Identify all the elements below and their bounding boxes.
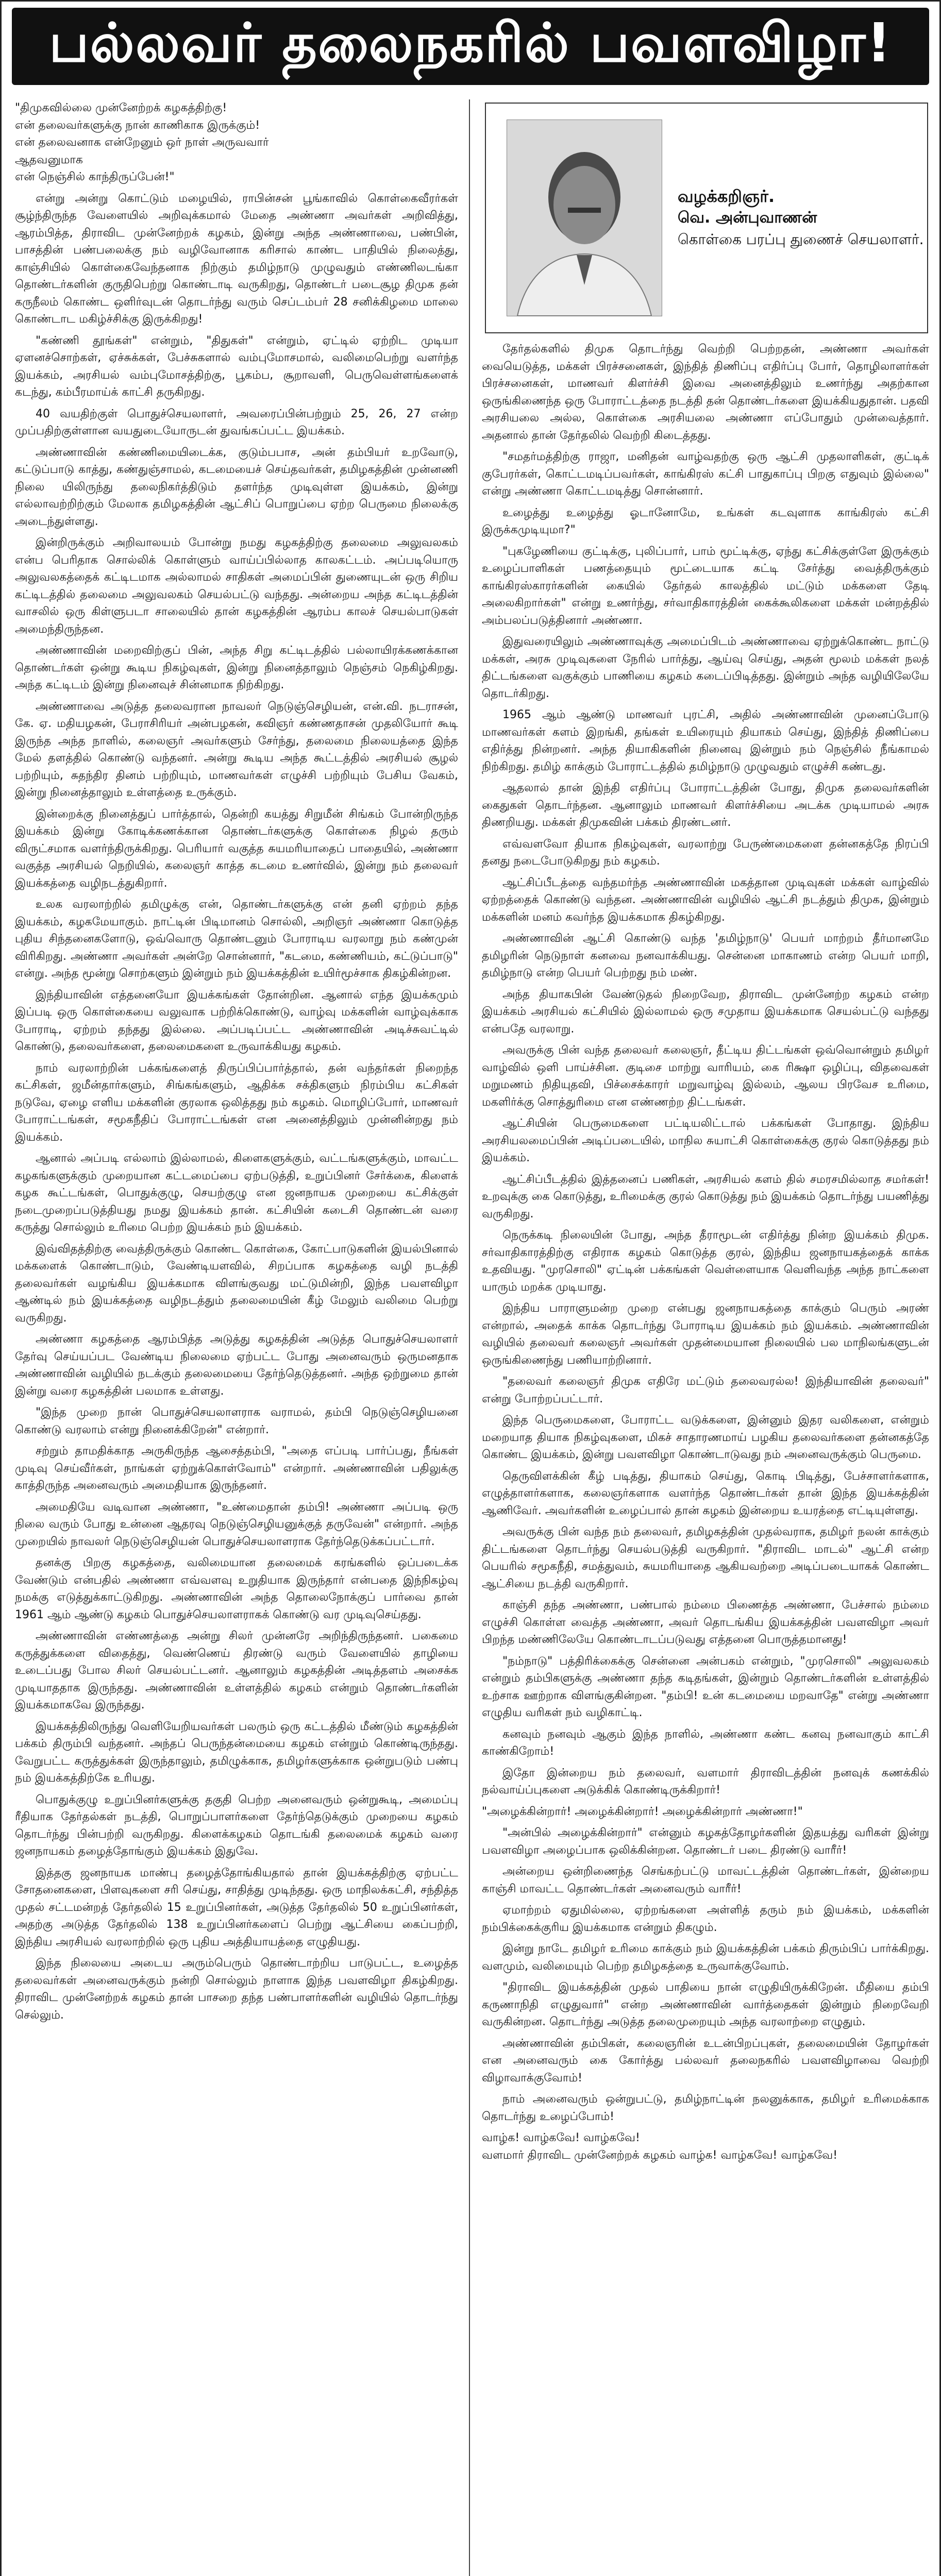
article-paragraph: அண்ணாவின் ஆட்சி கொண்டு வந்த 'தமிழ்நாடு' பெயர் மாற்றம் தீர்மானமே தமிழரின் நெடுநாள் கனவை நனவாக்கியது. சென்னை மாகாணம் என்ற பெயர் மாறி, தமிழ்நாடு என்ற பெயர் பெற்றது நம் மண்.	[482, 932, 929, 979]
article-paragraph: "நம்நாடு" பத்திரிக்கைக்கு சென்னை அன்பகம் என்றும், "முரசொலி" அலுவலகம் என்றும் தம்பிகளுக்கு அண்ணா தந்த கடிதங்கள், இன்றும் தொண்டர்களின் உள்ளத்தில் உற்சாக ஊற்றாக விளங்குகின்றன. "தம்பி! உன் கடமையை மறவாதே" என்று அண்ணா எழுதிய வரிகள் நம் வழிகாட்டி.	[482, 1654, 929, 1719]
article-paragraph: அவருக்கு பின் வந்த நம் தலைவர், தமிழகத்தின் முதல்வராக, தமிழர் நலன் காக்கும் திட்டங்களை தொடர்ந்து செயல்படுத்தி வருகிறார். "திராவிட மாடல்" ஆட்சி என்ற பெயரில் சமூகநீதி, சமத்துவம், சுயமரியாதை ஆகியவற்றை அடிப்படையாகக் கொண்ட ஆட்சியை நடத்தி வருகிறார்.	[482, 1526, 929, 1590]
article-paragraph: இன்றிருக்கும் அறிவாலயம் போன்று நமது கழகத்திற்கு தலைமை அலுவலகம் என்ப பெரிதாக சொல்லிக் கொள்ளும் வாய்ப்பில்லாத காலகட்டம். அப்படியொரு அலுவலகத்தைக் கட்டிடமாக அல்லாமல் சாதிகள் அமைப்பின் துணையுடன் ஒரு சிறிய கட்டிடத்தில் தலைமை அலுவலகம் செயல்பட்டு வந்தது. அன்றைய அந்த கட்டிடத்தின் வாசலில் ஒரு கிள்ளுபடா சாலையில் தான் கழகத்தின் ஆரம்ப காலச் செயல்பாடுகள் அமைந்திருந்தன.	[15, 536, 458, 636]
article-column-right	[482, 99, 929, 2576]
article-paragraph: நாம் அனைவரும் ஒன்றுபட்டு, தமிழ்நாட்டின் நலனுக்காக, தமிழர் உரிமைக்காக தொடர்ந்து உழைப்போம்!	[482, 2093, 929, 2123]
article-paragraph: உழைத்து உழைத்து ஓடானோமே, உங்கள் கடவுளாக காங்கிரஸ் கட்சி இருக்கமுடியுமா?"	[482, 506, 929, 536]
article-paragraph: ஆனால் அப்படி எல்லாம் இல்லாமல், கிளைகளுக்கும், வட்டங்களுக்கும், மாவட்ட கழகங்களுக்கும் முறையான கட்டமைப்பை ஏற்படுத்தி, உறுப்பினர் சேர்க்கை, கிளைக் கழக கூட்டங்கள், பொதுக்குழு, செயற்குழு என ஜனநாயக முறையை கட்சிக்குள் நடைமுறைப்படுத்தியது நமது இயக்கம் தான். கட்சியின் கடைசி தொண்டன் வரை கருத்து சொல்லும் உரிமை பெற்ற இயக்கம் நம் இயக்கம்.	[15, 1152, 458, 1234]
article-paragraph: எவ்வளவோ தியாக நிகழ்வுகள், வரலாற்று பேருண்மைகளை தன்னகத்தே நிரப்பி தனது நடைபோடுகிறது நம் கழகம்.	[482, 837, 929, 868]
article-paragraph: இதோ இன்றைய நம் தலைவர், வளமார் திராவிடத்தின் நனவுக் கணக்கில் நல்வாய்ப்புகளை அடுக்கிக் கொண்டிருக்கிறார்!	[482, 1766, 929, 1797]
article-paragraph: வாழ்க! வாழ்கவே! வாழ்கவே! வளமார் திராவிட முன்னேற்றக் கழகம் வாழ்க! வாழ்கவே! வாழ்கவே!	[482, 2131, 838, 2162]
article-paragraph: அண்ணா கழகத்தை ஆரம்பித்த அடுத்து கழகத்தின் அடுத்த பொதுச்செயலாளர் தேர்வு செய்யப்பட வேண்டிய நிலைமை ஏற்பட்ட போது அனைவரும் ஒருமனதாக அண்ணாவின் வழியில் நடக்கும் தலைமையை தேர்ந்தெடுத்தனர். அந்த ஒற்றுமை தான் இன்று வரை கழகத்தின் பலமாக உள்ளது.	[15, 1333, 458, 1398]
article-paragraph: இந்தியாவின் எத்தனையோ இயக்கங்கள் தோன்றின. ஆனால் எந்த இயக்கமும் இப்படி ஒரு கொள்கையை வலுவாக பற்றிக்கொண்டு, வாழ்வு மக்களின் வாழ்வுக்காக போராடி, ஏற்றம் தந்தது இல்லை. அப்படிப்பட்ட அண்ணாவின் அடிச்சுவட்டில் கொண்டு, தலைவர்களை, தலைமைகளை உருவாக்கியது கழகம்.	[15, 988, 458, 1053]
article-column-left	[15, 99, 458, 2576]
article-paragraph: "திமுகவில்லை முன்னேற்றக் கழகத்திற்கு! என் தலைவர்களுக்கு நான் காணிகாக இருக்கும்! என் தலைவனாக என்றேனும் ஒர் நாள் அருவவார் ஆதவனுமாக என் நெஞ்சில் காந்திருப்பேன்!"	[15, 101, 269, 183]
author-box	[485, 103, 928, 333]
article-paragraph: "சமதர்மத்திற்கு ராஜா, மனிதன் வாழ்வதற்கு ஒரு ஆட்சி முதலாளிகள், குட்டிக் குபேரர்கள், கொட்டமடிப்பவர்கள், காங்கிரஸ் கட்சி பாதுகாப்பு பிறகு எதுவும் இல்லை" என்று அண்ணா கொட்டமடித்து சொன்னார்.	[482, 450, 929, 498]
article-paragraph: இந்த பெருமைகளை, போராட்ட வடுக்களை, இன்னும் இதர வலிகளை, என்றும் மறையாத தியாக நிகழ்வுகளை, மிகச் சாதாரணமாய் பழகிய தலைவர்களை தன்னகத்தே கொண்ட இயக்கம், இன்று பவளவிழா கொண்டாடுவது நம் அனைவருக்கும் பெருமை.	[482, 1414, 929, 1461]
column-divider	[469, 99, 470, 2576]
article-paragraph: அண்ணாவை அடுத்த தலைவரான நாவலர் நெடுஞ்செழியன், என்.வி. நடராசன், கே. ஏ. மதியழகன், பேராசிரியர் அன்பழகன், கவிஞர் கண்ணதாசன் முதலியோர் கூடி இருந்த அந்த நாளில், கலைஞர் அவர்களும் சேர்ந்து, தலைமை நிலையத்தை இந்த மேல் தளத்தில் கொண்டு வந்தனர். அன்று கூடிய அந்த கூட்டத்தில் அரசியல் சூழல் பற்றியும், சுதந்திர தினம் பற்றியும், மாணவர்கள் எழுச்சி பற்றியும் பேசிய வேகம், இன்று நினைத்தாலும் உள்ளத்தை உருக்கும்.	[15, 700, 458, 799]
article-paragraph: அண்ணாவின் கண்ணிமையிடைக்க, குடும்பபாச, அன் தம்பியர் உறவோடு, கட்டுப்பாடு காத்து, கண்துஞ்சாமல், கடமையைச் செய்தவர்கள், தமிழகத்தின் முன்னணி நிலை யிலிருந்து தலைநிகர்த்திடும் தளர்ந்த முடிவுள்ள இயக்கம், இன்று எல்லாவற்றிற்கும் மேலாக தமிழகத்தின் ஆட்சிப் பொறுப்பை ஏற்ற பெருமை நிலைக்கு அடைந்துள்ளது.	[15, 446, 458, 528]
article-paragraph: அந்த தியாகபின் வேண்டுதல் நிறைவேற, திராவிட முன்னேற்ற கழகம் என்ற இயக்கம் அரசியல் கட்சியில் இல்லாமல் ஒரு சமுதாய இயக்கமாக செயல்பட்டு வந்தது என்பதே வரலாறு.	[482, 988, 929, 1036]
author-portrait-icon	[507, 120, 662, 316]
article-paragraph: "அழைக்கின்றார்! அழைக்கின்றார்! அழைக்கின்றார் அண்ணா!"	[482, 1805, 803, 1818]
article-paragraph: உலக வரலாற்றில் தமிழுக்கு என், தொண்டர்களுக்கு என் தனி ஏற்றம் தந்த இயக்கம், கழகமேயாகும். நாட்டின் பிடிமானம் சொல்லி, அறிஞர் அண்ணா கொடுத்த புதிய சிந்தனைகளோடு, ஒவ்வொரு தொண்டனும் போராடிய வரலாறு நம் கண்முன் விரிகிறது. அண்ணா அவர்கள் அன்றே சொன்னார், "கடமை, கண்ணியம், கட்டுப்பாடு" என்று. அந்த மூன்று சொற்களும் இன்றும் நம் இயக்கத்தின் உயிர்மூச்சாக திகழ்கின்றன.	[15, 898, 458, 980]
article-paragraph: இந்த நிலையை அடைய அரும்பெரும் தொண்டாற்றிய பாடுபட்ட, உழைத்த தலைவர்கள் அனைவருக்கும் நன்றி சொல்லும் நாளாக இந்த பவளவிழா திகழ்கிறது. திராவிட முன்னேற்றக் கழகம் தான் பாசறை தந்த பண்பாளர்களின் வழியில் தொடர்ந்து செல்லும்.	[15, 1957, 458, 2022]
author-photo	[507, 120, 662, 316]
article-paragraph: ஏமாற்றம் ஏதுமில்லை, ஏற்றங்களை அள்ளித் தரும் நம் இயக்கம், மக்களின் நம்பிக்கைக்குரிய இயக்கமாக என்றும் திகழும்.	[482, 1904, 929, 1934]
article-paragraph: ஆட்சியின் பெருமைகளை பட்டியலிட்டால் பக்கங்கள் போதாது. இந்திய அரசியலமைப்பின் அடிப்படையில், மாநில சுயாட்சி கொள்கைக்கு குரல் கொடுத்தது நம் இயக்கம்.	[482, 1117, 929, 1164]
article-paragraph: தெருவிளக்கின் கீழ் படித்து, தியாகம் செய்து, கொடி பிடித்து, பேச்சாளர்களாக, எழுத்தாளர்களாக, கலைஞர்களாக வளர்ந்த தொண்டர்கள் தான் இந்த இயக்கத்தின் ஆணிவேர். அவர்களின் உழைப்பால் தான் கழகம் இன்றைய உயரத்தை எட்டியுள்ளது.	[482, 1469, 929, 1517]
article-paragraph: தேர்தல்களில் திமுக தொடர்ந்து வெற்றி பெற்றதன், அண்ணா அவர்கள் வையெடுத்த, மக்கள் பிரச்சனைகள், இந்தித் திணிப்பு எதிர்ப்பு போர், தொழிலாளர்கள் பிரச்சனைகள், மாணவர் கிளர்ச்சி இவை அனைத்திலும் உணர்ந்து அதற்கான ஒருங்கிணைந்த ஒரு போராட்டத்தை நடத்தி தன் தொண்டர்களை இயக்கியதுதான். பதவி அரசியலை அல்ல, கொள்கை அரசியலை அண்ணா எப்போதும் முன்வைத்தார். அதனால் தான் தேர்தலில் வெற்றி கிடைத்தது.	[482, 343, 929, 442]
article-paragraph: "இந்த முறை நான் பொதுச்செயலாளராக வராமல், தம்பி நெடுஞ்செழியனை கொண்டு வரலாம் என்று நினைக்கிறேன்" என்றார்.	[15, 1406, 458, 1436]
article-paragraph: இயக்கத்திலிருந்து வெளியேறியவர்கள் பலரும் ஒரு கட்டத்தில் மீண்டும் கழகத்தின் பக்கம் திரும்பி வந்தனர். அந்தப் பெருந்தன்மையை கழகம் என்றும் கொண்டிருந்தது. வேறுபட்ட கருத்துக்கள் இருந்தாலும், தமிழுக்காக, தமிழர்களுக்காக ஒன்றுபடும் பண்பு நம் இயக்கத்திற்கே உரியது.	[15, 1720, 458, 1785]
article-paragraph: காஞ்சி தந்த அண்ணா, பண்பால் நம்மை பிணைத்த அண்ணா, பேச்சால் நம்மை எழுச்சி கொள்ள வைத்த அண்ணா, அவர் தொடங்கிய இயக்கத்தின் பவளவிழா அவர் பிறந்த மண்ணிலேயே கொண்டாடப்படுவது எத்தனை பொருத்தமானது!	[482, 1599, 929, 1646]
article-paragraph: ஆட்சிப்பீடத்தை வந்தமர்ந்த அண்ணாவின் மகத்தான முடிவுகள் மக்கள் வாழ்வில் ஏற்றத்தைக் கொண்டு வந்தன. அண்ணாவின் வழியில் ஆட்சி நடத்தும் திமுக, இன்றும் மக்களின் மனம் கவர்ந்த இயக்கமாக திகழ்கிறது.	[482, 876, 929, 924]
article-paragraph: அமைதியே வடிவான அண்ணா, "உண்மைதான் தம்பி! அண்ணா அப்படி ஒரு நிலை வரும் போது உன்னை ஆதரவு நெடுஞ்செழியனுக்குத் தருவேன்" என்றார். அந்த முறையில் நாவலர் நெடுஞ்செழியன் பொதுச்செயலாளராக தேர்ந்தெடுக்கப்பட்டார்.	[15, 1500, 458, 1548]
article-paragraph: அவருக்கு பின் வந்த தலைவர் கலைஞர், தீட்டிய திட்டங்கள் ஒவ்வொன்றும் தமிழர் வாழ்வில் ஒளி பாய்ச்சின. குடிசை மாற்று வாரியம், கை ரிக்ஷா ஒழிப்பு, விதவைகள் மறுமணம் நிதியுதவி, பிச்சைக்காரர் மறுவாழ்வு இல்லம், ஆலய பிரவேச உரிமை, மகளிர்க்கு சொத்துரிமை என எண்ணற்ற திட்டங்கள்.	[482, 1044, 929, 1109]
article-paragraph: அண்ணாவின் எண்ணத்தை அன்று சிலர் முன்னரே அறிந்திருந்தனர். பகைமை கருத்துக்களை விதைத்து, வெண்ணெய் திரண்டு வரும் வேளையில் தாழியை உடைப்பது போல சிலர் செயல்பட்டனர். ஆனாலும் கழகத்தின் அடித்தளம் அசைக்க முடியாததாக இருந்தது. அண்ணாவின் உள்ளத்தில் கழகம் என்றும் தொண்டர்களின் இயக்கமாகவே இருந்தது.	[15, 1630, 458, 1711]
article-paragraph: "தலைவர் கலைஞர் திமுக எதிரே மட்டும் தலைவரல்ல! இந்தியாவின் தலைவர்" என்று போற்றப்பட்டார்.	[482, 1375, 929, 1405]
article-paragraph: தனக்கு பிறகு கழகத்தை, வலிமையான தலைமைக் கரங்களில் ஒப்படைக்க வேண்டும் என்பதில் அண்ணா எவ்வளவு உறுதியாக இருந்தார் என்பதை இந்நிகழ்வு நமக்கு எடுத்துக்காட்டுகிறது. அண்ணாவின் அந்த தொலைநோக்குப் பார்வை தான் 1961 ஆம் ஆண்டு கழகம் பொதுச்செயலாளராகக் கொண்டு வர முடிவுசெய்தது.	[15, 1556, 458, 1621]
article-paragraph: பொதுக்குழு உறுப்பினர்களுக்கு தகுதி பெற்ற அனைவரும் ஒன்றுகூடி, அமைப்பு ரீதியாக தேர்தல்கள் நடத்தி, பொறுப்பாளர்களை தேர்ந்தெடுக்கும் முறையை கழகம் தொடர்ந்து பின்பற்றி வருகிறது. கிளைக்கழகம் தொடங்கி தலைமைக் கழகம் வரை ஜனநாயகம் தழைத்தோங்கும் இயக்கம் இதுவே.	[15, 1793, 458, 1858]
article-paragraph: இத்தகு ஜனநாயக மாண்பு தழைத்தோங்கியதால் தான் இயக்கத்திற்கு ஏற்பட்ட சோதனைகளை, பிளவுகளை சரி செய்து, சாதித்து முடிந்தது. ஒரு மாநிலக்கட்சி, சந்தித்த முதல் சட்டமன்றத் தேர்தலில் 15 உறுப்பினர்கள், அடுத்த தேர்தலில் 50 உறுப்பினர்கள், அதற்கு அடுத்த தேர்தலில் 138 உறுப்பினர்களைப் பெற்று ஆட்சியை கைப்பற்றி, இந்திய அரசியல் வரலாற்றில் ஒரு புதிய அத்தியாயத்தை எழுதியது.	[15, 1866, 458, 1948]
article-paragraph: ஆதலால் தான் இந்தி எதிர்ப்பு போராட்டத்தின் போது, திமுக தலைவர்களின் கைதுகள் தொடர்ந்தன. ஆனாலும் மாணவர் கிளர்ச்சியை அடக்க முடியாமல் அரசு திணறியது. மக்கள் திமுகவின் பக்கம் திரண்டனர்.	[482, 782, 929, 829]
article-paragraph: இன்று நாடே தமிழர் உரிமை காக்கும் நம் இயக்கத்தின் பக்கம் திரும்பிப் பார்க்கிறது. வளமும், வலிமையும் பெற்ற தமிழகத்தை உருவாக்குவோம்.	[482, 1942, 929, 1973]
article-paragraph: அன்றைய ஒன்றிணைந்த செங்கற்பட்டு மாவட்டத்தின் தொண்டர்கள், இன்றைய காஞ்சி மாவட்ட தொண்டர்கள் அனைவரும் வாரீர்!	[482, 1865, 929, 1895]
author-title: வழக்கறிஞர்.	[678, 187, 775, 206]
article-paragraph: ஆட்சிப்பீடத்தில் இத்தனைப் பணிகள், அரசியல் களம் தில் சமரசமில்லாத சமர்கள்! உறவுக்கு கை கொடுத்து, உரிமைக்கு குரல் கொடுத்து நம் இயக்கம் தொடர்ந்து பயணித்து வருகிறது.	[482, 1173, 929, 1221]
article-paragraph: 1965 ஆம் ஆண்டு மாணவர் புரட்சி, அதில் அண்ணாவின் முனைப்போடு மாணவர்கள் களம் இறங்கி, தங்கள் உயிரையும் தியாகம் செய்து, இந்தித் திணிப்பை எதிர்த்து நின்றனர். அந்த தியாகிகளின் நினைவு இன்றும் நம் நெஞ்சில் நீங்காமல் நிற்கிறது. தமிழ் காக்கும் போராட்டத்தில் தமிழ்நாடு முழுவதும் எழுச்சி கண்டது.	[482, 708, 929, 773]
author-role: கொள்கை பரப்பு துணைச் செயலாளர்.	[678, 231, 924, 248]
article-paragraph: அண்ணாவின் மறைவிற்குப் பின், அந்த சிறு கட்டிடத்தில் பல்லாயிரக்கணக்கான தொண்டர்கள் ஒன்று கூடிய நிகழ்வுகள், இன்று நினைத்தாலும் நெஞ்சம் நெகிழ்கிறது. அந்த கட்டிடம் இன்று நினைவுச் சின்னமாக நிற்கிறது.	[15, 644, 458, 691]
headline-banner: பல்லவர் தலைநகரில் பவளவிழா!	[12, 8, 929, 85]
author-credit	[662, 185, 927, 250]
article-paragraph: இன்றைக்கு நினைத்துப் பார்த்தால், தென்றி கயத்து சிறுமீன் சிங்கம் போன்றிருந்த இயக்கம் இன்று கோடிக்கணக்கான தொண்டர்களுக்கு கொள்கை நிழல் தரும் விருட்சமாக வளர்ந்திருக்கிறது. பெரியார் வகுத்த சுயமரியாதைப் பாதையில், அண்ணா வகுத்த அரசியல் நெறியில், கலைஞர் காத்த கடமை உணர்வில், இன்று நம் தலைவர் இயக்கத்தை வழிநடத்துகிறார்.	[15, 807, 458, 890]
article-paragraph: 40 வயதிற்குள் பொதுச்செயலாளர், அவரைப்பின்பற்றும் 25, 26, 27 என்ற முப்பதிற்குள்ளான வயதுடையோருடன் துவங்கப்பட்ட இயக்கம்.	[15, 407, 458, 437]
article-paragraph: நாம் வரலாற்றின் பக்கங்களைத் திருப்பிப்பார்த்தால், தன் வந்தர்கள் நிறைந்த கட்சிகள், ஜமீன்தார்களும், சிங்கங்களும், ஆதிக்க சக்திகளும் நிரம்பிய கட்சிகள் நடுவே, ஏழை எளிய மக்களின் குரலாக ஒலித்தது நம் கழகம். மொழிப்போர், மாணவர் போராட்டங்கள், சமூகநீதிப் போராட்டங்கள் என அனைத்திலும் முன்னின்றது நம் இயக்கம்.	[15, 1061, 458, 1144]
article-paragraph: கனவும் நனவும் ஆகும் இந்த நாளில், அண்ணா கண்ட கனவு நனவாகும் காட்சி காண்கிறோம்!	[482, 1727, 929, 1758]
byline-float	[485, 103, 929, 335]
article-paragraph: "புகழேணியை குட்டிக்கு, புலிப்பார், பாம் மூட்டிக்கு, ஏந்து கட்சிக்குள்ளே இருக்கும் உழைப்பாளிகள் பணத்தையும் மூட்டையாக கட்டி சேர்த்து வைத்திருக்கும் காங்கிரஸ்காரர்களின் கையில் தேர்தல் காலத்தில் மட்டும் மக்களை தேடி அலைகிறார்கள்" என்று உணர்ந்து, சர்வாதிகாரத்தின் கைக்கூலிகளை மக்கள் மன்றத்தில் அம்பலப்படுத்தினார் அண்ணா.	[482, 545, 929, 627]
article-paragraph: இவ்விதத்திற்கு வைத்திருக்கும் கொண்ட கொள்கை, கோட்பாடுகளின் இயல்பினால் மக்களைக் கொண்டாடும், வேண்டியளவில், சிறப்பாக கழகத்தை வழி நடத்தி தலைவர்கள் வழங்கிய இயக்கமாக விளங்குவது மட்டுமின்றி, இந்த பவளவிழா ஆண்டில் நம் இயக்கத்தை வழிநடத்தும் தலைமையின் கீழ் மேலும் வலிமை பெற்று வருகிறது.	[15, 1242, 458, 1325]
article-paragraph: "திராவிட இயக்கத்தின் முதல் பாதியை நான் எழுதியிருக்கிறேன். மீதியை தம்பி கருணாநிதி எழுதுவார்" என்ற அண்ணாவின் வார்த்தைகள் இன்றும் நிறைவேறி வருகின்றன. தொடர்ந்து அடுத்த தலைமுறையும் அந்த வரலாற்றை எழுதும்.	[482, 1981, 929, 2028]
article-paragraph: சற்றும் தாமதிக்காத அருகிருந்த ஆசைத்தம்பி, "அதை எப்படி பார்ப்பது, நீங்கள் முடிவு செய்வீர்கள், நாங்கள் ஏற்றுக்கொள்வோம்" என்றார். அண்ணாவின் பதிலுக்கு காத்திருந்த அனைவரும் அமைதியாக இருந்தனர்.	[15, 1445, 458, 1492]
article-paragraph: "கண்ணி தூங்கள்" என்றும், "திதுகள்" என்றும், ஏட்டில் ஏற்றிட முடியா ஏளனச்சொற்கள், ஏச்சுக்கள், பேச்சுகளால் வம்புமோசமால், வலிமைபெற்று வளர்ந்த இயக்கம், அரசியல் வம்புமோசத்திற்கு, பூகம்ப, சூறாவளி, பெருவெள்ளங்களைக் கடந்து, கம்பீரமாய்க் காட்சி தருகிறது.	[15, 334, 458, 399]
article-paragraph: நெருக்கடி நிலையின் போது, அந்த தீராமூடன் எதிர்த்து நின்ற இயக்கம் திமுக. சர்வாதிகாரத்திற்கு எதிராக கழகம் கொடுத்த குரல், இந்திய ஜனநாயகத்தைக் காக்க உதவியது. "முரசொலி" ஏட்டின் பக்கங்கள் வெள்ளையாக வெளிவந்த அந்த நாட்களை யாரும் மறக்க முடியாது.	[482, 1229, 929, 1294]
article-paragraph: இதுவரையிலும் அண்ணாவுக்கு அமைப்பிடம் அண்ணாவை ஏற்றுக்கொண்ட நாட்டு மக்கள், அரசு முடிவுகளை நேரில் பார்த்து, ஆய்வு செய்து, அதன் மூலம் மக்கள் நலத் திட்டங்களை வகுக்கும் பாணியை கழகம் கடைப்பிடித்தது. இன்றும் அந்த வழியிலேயே தொடர்கிறது.	[482, 635, 929, 700]
article-paragraph: என்று அன்று கொட்டும் மழையில், ராபின்சன் பூங்காவில் கொள்கைவீரர்கள் சூழ்ந்திருந்த வேளையில் அறிவுக்கமால் மேதை அண்ணா அவர்கள் அறிவித்து, ஆரம்பித்த, திராவிட முன்னேற்றக் கழகம், இன்று அந்த அண்ணாவை, பண்பின், பாசத்தின் பண்பலைக்கு நம் வழிவோனாக கரிசால் காண்ட பாதியில் நிலைத்து, காஞ்சியில் கொள்கைவேந்தனாக நிற்கும் தமிழ்நாடு முழுவதும் எண்ணிலடங்கா தொண்டர்களின் குருதிபெற்று கொண்டாடி வருகிறது, தொண்டர் படைசூழ திமுக தன் கருநீலம் கொண்ட ஒளிர்வுடன் தொடர்ந்து வரும் செப்டம்பர் 28 சனிக்கிழமை மாலை கொண்டாட மகிழ்ச்சிக்கு இருக்கிறது!	[15, 192, 458, 326]
article-paragraph: இந்திய பாராளுமன்ற முறை என்பது ஜனநாயகத்தை காக்கும் பெரும் அரண் என்றால், அதைக் காக்க தொடர்ந்து போராடிய இயக்கம் நம் இயக்கம். அண்ணாவின் வழியில் தலைவர் கலைஞர் அவர்கள் முதன்மையான நிலையில் பல மாநிலங்களுடன் ஒருங்கிணைந்து பணியாற்றினார்.	[482, 1302, 929, 1367]
article-paragraph: அண்ணாவின் தம்பிகள், கலைஞரின் உடன்பிறப்புகள், தலைமையின் தோழர்கள் என அனைவரும் கை கோர்த்து பல்லவர் தலைநகரில் பவளவிழாவை வெற்றி விழாவாக்குவோம்!	[482, 2037, 929, 2084]
article-paragraph: "அன்பில் அழைக்கின்றார்" என்னும் கழகத்தோழர்களின் இதயத்து வரிகள் இன்று பவளவிழா அழைப்பாக ஒலிக்கின்றன. தொண்டர் படை திரண்டு வாரீர்!	[482, 1826, 929, 1857]
author-name: வெ. அன்புவாணன்	[678, 209, 817, 227]
